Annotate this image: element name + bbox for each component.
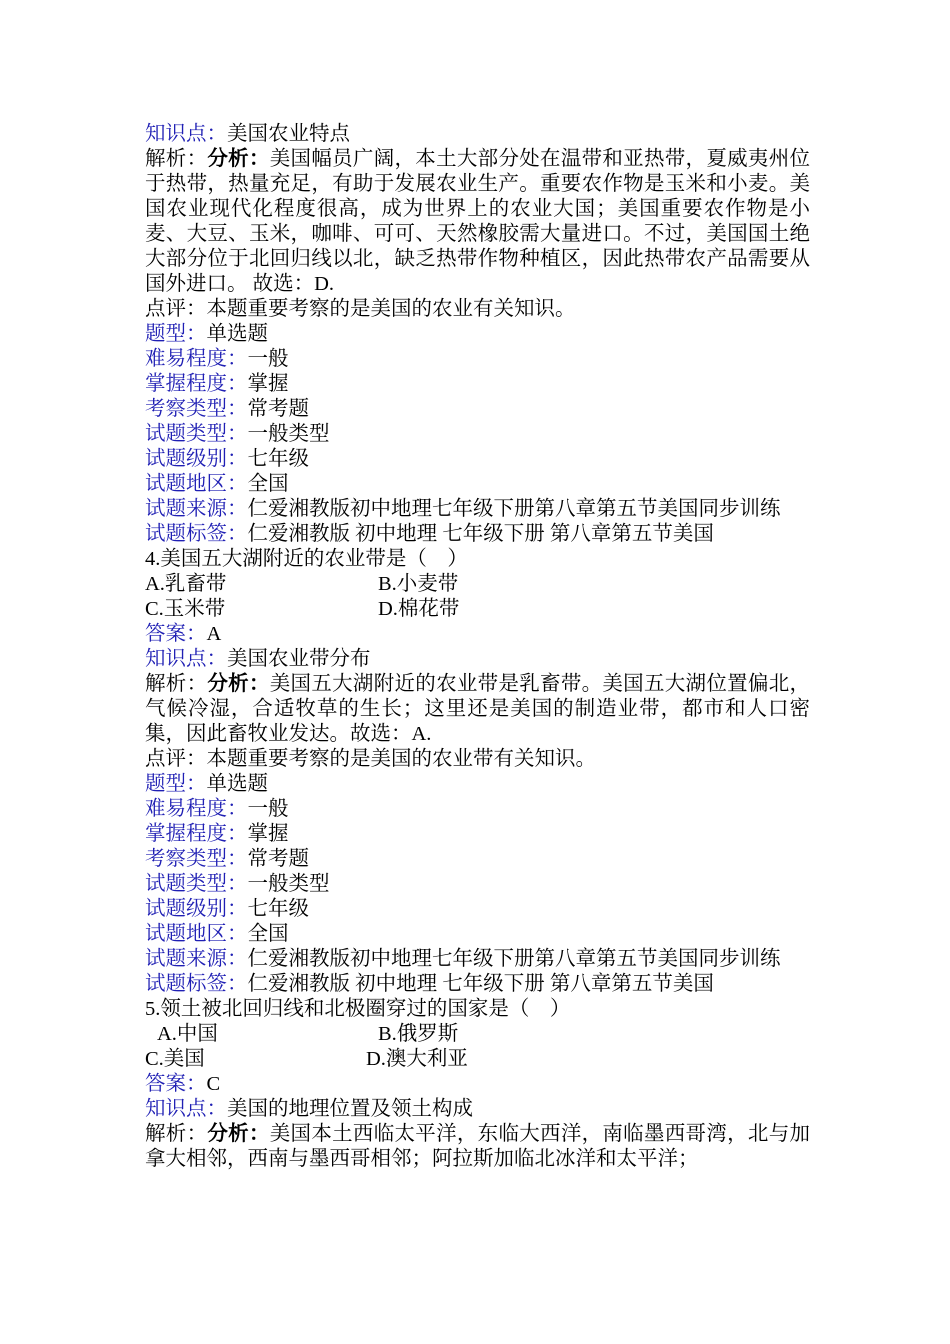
meta-label: 掌握程度：: [145, 823, 248, 845]
analysis-bold-label: 分析：: [207, 673, 270, 695]
meta-exam-type: [145, 397, 810, 422]
meta-label: 试题级别：: [145, 898, 248, 920]
meta-value: 仁爱湘教版 初中地理 七年级下册 第八章第五节美国: [247, 523, 714, 545]
meta-question-type: [145, 322, 810, 347]
meta-value: 仁爱湘教版初中地理七年级下册第八章第五节美国同步训练: [247, 498, 781, 520]
meta-grade: [145, 447, 810, 472]
option-c: C.美国: [145, 1048, 205, 1070]
knowledge-label: 知识点：: [145, 1098, 227, 1120]
meta-label: 难易程度：: [145, 348, 248, 370]
meta-value: 全国: [247, 473, 289, 495]
analysis-paragraph: [145, 1122, 810, 1172]
meta-exam-type: [145, 847, 810, 872]
meta-label: 试题来源：: [145, 948, 248, 970]
option-b: B.小麦带: [378, 573, 459, 595]
analysis-bold-label: 分析：: [207, 148, 270, 170]
meta-mastery: [145, 372, 810, 397]
comment: [145, 747, 810, 772]
question-4: 4.美国五大湖附近的农业带是（ ）: [145, 548, 468, 570]
meta-value: 掌握: [247, 823, 289, 845]
comment-text: 本题重要考察的是美国的农业带有关知识。: [206, 748, 596, 770]
meta-difficulty: [145, 797, 810, 822]
meta-value: 七年级: [247, 898, 309, 920]
analysis-label: 解析：: [145, 148, 208, 170]
meta-grade: [145, 897, 810, 922]
answer-label: 答案：: [145, 623, 207, 645]
meta-label: 考察类型：: [145, 848, 248, 870]
options-row-1: [145, 572, 810, 597]
meta-item-type: [145, 422, 810, 447]
meta-label: 试题地区：: [145, 923, 248, 945]
meta-label: 试题类型：: [145, 423, 248, 445]
meta-value: 掌握: [247, 373, 289, 395]
analysis-paragraph: [145, 147, 810, 297]
knowledge-label: 知识点：: [145, 123, 227, 145]
meta-tags: [145, 522, 810, 547]
analysis-paragraph: [145, 672, 810, 747]
knowledge-value: 美国的地理位置及领土构成: [227, 1098, 473, 1120]
meta-value: 全国: [247, 923, 289, 945]
meta-value: 常考题: [247, 848, 309, 870]
meta-source: [145, 947, 810, 972]
meta-value: 仁爱湘教版 初中地理 七年级下册 第八章第五节美国: [247, 973, 714, 995]
analysis-label: 解析：: [145, 1123, 208, 1145]
comment: [145, 297, 810, 322]
answer: [145, 622, 810, 647]
knowledge-value: 美国农业特点: [227, 123, 350, 145]
comment-label: 点评：: [145, 748, 207, 770]
meta-difficulty: [145, 347, 810, 372]
meta-value: 一般: [247, 348, 289, 370]
meta-value: 单选题: [206, 323, 268, 345]
option-a: A.乳畜带: [145, 573, 227, 595]
answer-label: 答案：: [145, 1073, 207, 1095]
meta-label: 试题标签：: [145, 973, 248, 995]
options-row-1: [145, 1022, 810, 1047]
analysis-text: 美国本土西临太平洋，东临大西洋，南临墨西哥湾，北与加拿大相邻，西南与墨西哥相邻；阿拉斯加临北冰洋和太平洋；: [145, 1123, 811, 1170]
options-row-2: [145, 597, 810, 622]
meta-label: 试题标签：: [145, 523, 248, 545]
option-d: D.棉花带: [378, 598, 460, 620]
comment-text: 本题重要考察的是美国的农业有关知识。: [206, 298, 576, 320]
answer-value: C: [206, 1073, 221, 1095]
option-a: A.中国: [157, 1023, 218, 1045]
option-b: B.俄罗斯: [378, 1023, 459, 1045]
meta-label: 试题来源：: [145, 498, 248, 520]
option-c: C.玉米带: [145, 598, 226, 620]
knowledge-point: [145, 647, 810, 672]
analysis-label: 解析：: [145, 673, 208, 695]
meta-value: 一般: [247, 798, 289, 820]
knowledge-point: [145, 122, 810, 147]
meta-value: 常考题: [247, 398, 309, 420]
comment-label: 点评：: [145, 298, 207, 320]
knowledge-label: 知识点：: [145, 648, 227, 670]
meta-label: 试题类型：: [145, 873, 248, 895]
meta-value: 单选题: [206, 773, 268, 795]
meta-value: 一般类型: [247, 873, 330, 895]
meta-tags: [145, 972, 810, 997]
question-5: 5.领土被北回归线和北极圈穿过的国家是（ ）: [145, 998, 571, 1020]
meta-label: 掌握程度：: [145, 373, 248, 395]
meta-mastery: [145, 822, 810, 847]
meta-label: 考察类型：: [145, 398, 248, 420]
meta-source: [145, 497, 810, 522]
meta-value: 一般类型: [247, 423, 330, 445]
meta-label: 题型：: [145, 323, 207, 345]
meta-value: 七年级: [247, 448, 309, 470]
analysis-text: 美国幅员广阔，本土大部分处在温带和亚热带，夏威夷州位于热带，热量充足，有助于发展农业生产。重要农作物是玉米和小麦。美国农业现代化程度很高，成为世界上的农业大国；美国重要农作物是小麦、大豆、玉米，咖啡、可可、天然橡胶需大量进口。不过，美国国土绝大部分位于北回归线以北，缺乏热带作物种植区，因此热带农产品需要从国外进口。 故选：D.: [145, 148, 811, 295]
answer: [145, 1072, 810, 1097]
answer-value: A: [206, 623, 222, 645]
document-page: [145, 122, 810, 1172]
meta-label: 难易程度：: [145, 798, 248, 820]
analysis-bold-label: 分析：: [207, 1123, 270, 1145]
meta-value: 仁爱湘教版初中地理七年级下册第八章第五节美国同步训练: [247, 948, 781, 970]
options-row-2: [145, 1047, 810, 1072]
meta-label: 试题级别：: [145, 448, 248, 470]
analysis-text: 美国五大湖附近的农业带是乳畜带。美国五大湖位置偏北，气候冷湿，合适牧草的生长；这里还是美国的制造业带，都市和人口密集，因此畜牧业发达。故选：A.: [145, 673, 811, 745]
meta-region: [145, 922, 810, 947]
option-d: D.澳大利亚: [366, 1048, 468, 1070]
meta-question-type: [145, 772, 810, 797]
meta-region: [145, 472, 810, 497]
meta-item-type: [145, 872, 810, 897]
meta-label: 题型：: [145, 773, 207, 795]
knowledge-value: 美国农业带分布: [227, 648, 371, 670]
meta-label: 试题地区：: [145, 473, 248, 495]
knowledge-point: [145, 1097, 810, 1122]
